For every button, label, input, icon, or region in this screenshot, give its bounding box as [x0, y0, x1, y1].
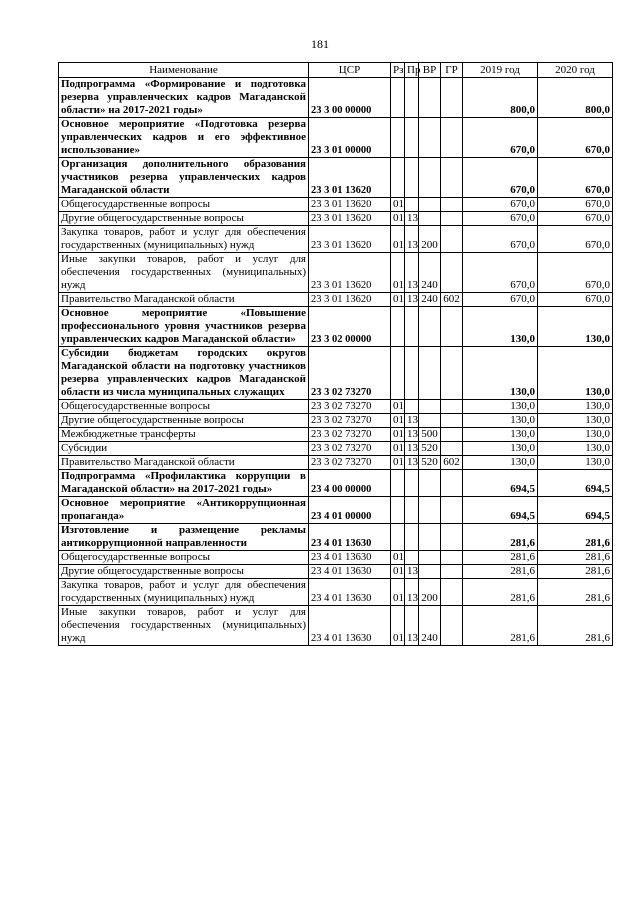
row-2019-cell: 281,6	[463, 551, 538, 565]
table-row	[59, 307, 613, 347]
row-2019-cell: 694,5	[463, 497, 538, 524]
row-csr-cell: 23 4 01 13630	[309, 606, 391, 646]
table-row	[59, 497, 613, 524]
row-rz-cell: 01	[391, 606, 405, 646]
row-2019-cell: 281,6	[463, 565, 538, 579]
row-2019-cell: 130,0	[463, 400, 538, 414]
row-2019-cell: 670,0	[463, 118, 538, 158]
row-rz-cell: 01	[391, 442, 405, 456]
row-csr-cell: 23 3 02 73270	[309, 428, 391, 442]
row-name-cell: Иные закупки товаров, работ и услуг для обеспечения государственных (муниципальных) нужд	[59, 606, 309, 646]
row-rz-cell: 01	[391, 579, 405, 606]
row-name-cell: Субсидии бюджетам городских округов Магаданской области на подготовку участников резерва управленческих кадров Магаданской области из числа муниципальных служащих	[59, 347, 309, 400]
row-vr-cell	[419, 524, 441, 551]
row-gr-cell	[441, 118, 463, 158]
table-row	[59, 198, 613, 212]
table-row	[59, 524, 613, 551]
table-row	[59, 347, 613, 400]
row-pr-cell	[405, 524, 419, 551]
row-2019-cell: 130,0	[463, 428, 538, 442]
row-pr-cell: 13	[405, 442, 419, 456]
row-2019-cell: 130,0	[463, 442, 538, 456]
row-pr-cell: 13	[405, 606, 419, 646]
row-2020-cell: 800,0	[538, 78, 613, 118]
row-name-cell: Другие общегосударственные вопросы	[59, 414, 309, 428]
table-row	[59, 78, 613, 118]
row-gr-cell	[441, 400, 463, 414]
table-row	[59, 442, 613, 456]
row-2020-cell: 694,5	[538, 497, 613, 524]
row-2019-cell: 670,0	[463, 293, 538, 307]
row-csr-cell: 23 3 02 73270	[309, 400, 391, 414]
row-gr-cell	[441, 347, 463, 400]
row-gr-cell	[441, 551, 463, 565]
row-vr-cell	[419, 118, 441, 158]
row-rz-cell: 01	[391, 198, 405, 212]
row-pr-cell: 13	[405, 456, 419, 470]
row-name-cell: Общегосударственные вопросы	[59, 198, 309, 212]
table-row	[59, 212, 613, 226]
row-gr-cell	[441, 497, 463, 524]
row-vr-cell	[419, 347, 441, 400]
row-2019-cell: 670,0	[463, 198, 538, 212]
row-rz-cell	[391, 118, 405, 158]
row-2020-cell: 670,0	[538, 226, 613, 253]
row-csr-cell: 23 3 02 73270	[309, 347, 391, 400]
row-gr-cell: 602	[441, 456, 463, 470]
row-name-cell: Подпрограмма «Формирование и подготовка резерва управленческих кадров Магаданской области» на 2017-2021 годы»	[59, 78, 309, 118]
row-vr-cell: 200	[419, 579, 441, 606]
table-row	[59, 606, 613, 646]
row-vr-cell	[419, 497, 441, 524]
row-2020-cell: 670,0	[538, 253, 613, 293]
row-2020-cell: 670,0	[538, 212, 613, 226]
table-row	[59, 579, 613, 606]
row-vr-cell	[419, 565, 441, 579]
row-rz-cell	[391, 470, 405, 497]
header-row	[59, 63, 613, 78]
row-pr-cell	[405, 551, 419, 565]
row-rz-cell: 01	[391, 456, 405, 470]
row-vr-cell: 200	[419, 226, 441, 253]
row-vr-cell: 240	[419, 253, 441, 293]
table-row	[59, 470, 613, 497]
row-pr-cell: 13	[405, 212, 419, 226]
row-2019-cell: 670,0	[463, 158, 538, 198]
row-pr-cell	[405, 400, 419, 414]
row-pr-cell	[405, 307, 419, 347]
row-2020-cell: 130,0	[538, 442, 613, 456]
row-pr-cell	[405, 347, 419, 400]
row-vr-cell	[419, 198, 441, 212]
row-name-cell: Подпрограмма «Профилактика коррупции в Магаданской области» на 2017-2021 годы»	[59, 470, 309, 497]
row-csr-cell: 23 4 01 13630	[309, 565, 391, 579]
row-vr-cell: 240	[419, 293, 441, 307]
row-2020-cell: 281,6	[538, 524, 613, 551]
row-name-cell: Другие общегосударственные вопросы	[59, 212, 309, 226]
row-name-cell: Организация дополнительного образования участников резерва управленческих кадров Магаданской области	[59, 158, 309, 198]
row-gr-cell	[441, 78, 463, 118]
row-2020-cell: 130,0	[538, 456, 613, 470]
row-2019-cell: 800,0	[463, 78, 538, 118]
row-rz-cell: 01	[391, 293, 405, 307]
row-name-cell: Межбюджетные трансферты	[59, 428, 309, 442]
row-2019-cell: 130,0	[463, 456, 538, 470]
row-csr-cell: 23 3 01 13620	[309, 293, 391, 307]
row-2019-cell: 670,0	[463, 226, 538, 253]
row-vr-cell: 240	[419, 606, 441, 646]
row-gr-cell	[441, 470, 463, 497]
table-row	[59, 565, 613, 579]
row-name-cell: Общегосударственные вопросы	[59, 551, 309, 565]
row-csr-cell: 23 3 01 13620	[309, 253, 391, 293]
row-pr-cell: 13	[405, 579, 419, 606]
header-vr: ВР	[419, 63, 441, 78]
table-row	[59, 414, 613, 428]
row-csr-cell: 23 3 01 00000	[309, 118, 391, 158]
row-name-cell: Иные закупки товаров, работ и услуг для обеспечения государственных (муниципальных) нужд	[59, 253, 309, 293]
row-pr-cell: 13	[405, 428, 419, 442]
row-vr-cell	[419, 78, 441, 118]
row-name-cell: Общегосударственные вопросы	[59, 400, 309, 414]
row-csr-cell: 23 4 01 13630	[309, 524, 391, 551]
row-rz-cell: 01	[391, 400, 405, 414]
row-2019-cell: 130,0	[463, 414, 538, 428]
header-2020: 2020 год	[538, 63, 613, 78]
row-gr-cell	[441, 414, 463, 428]
row-vr-cell	[419, 414, 441, 428]
table-row	[59, 551, 613, 565]
row-2020-cell: 130,0	[538, 414, 613, 428]
header-gr: ГР	[441, 63, 463, 78]
row-rz-cell: 01	[391, 551, 405, 565]
row-2019-cell: 130,0	[463, 347, 538, 400]
row-2020-cell: 281,6	[538, 606, 613, 646]
row-2020-cell: 670,0	[538, 293, 613, 307]
row-csr-cell: 23 3 01 13620	[309, 158, 391, 198]
row-rz-cell	[391, 78, 405, 118]
row-name-cell: Основное мероприятие «Подготовка резерва управленческих кадров и его эффективное использование»	[59, 118, 309, 158]
header-pr: Пр	[405, 63, 419, 78]
row-gr-cell	[441, 524, 463, 551]
row-gr-cell	[441, 158, 463, 198]
header-name: Наименование	[59, 63, 309, 78]
row-rz-cell	[391, 347, 405, 400]
row-csr-cell: 23 3 01 13620	[309, 226, 391, 253]
row-name-cell: Субсидии	[59, 442, 309, 456]
row-2020-cell: 670,0	[538, 198, 613, 212]
row-rz-cell: 01	[391, 226, 405, 253]
row-name-cell: Основное мероприятие «Повышение профессионального уровня участников резерва управленческих кадров Магаданской области»	[59, 307, 309, 347]
row-csr-cell: 23 4 01 13630	[309, 579, 391, 606]
row-rz-cell	[391, 524, 405, 551]
table-row	[59, 158, 613, 198]
row-rz-cell: 01	[391, 565, 405, 579]
row-pr-cell: 13	[405, 226, 419, 253]
row-2020-cell: 694,5	[538, 470, 613, 497]
row-name-cell: Правительство Магаданской области	[59, 456, 309, 470]
row-vr-cell	[419, 551, 441, 565]
row-vr-cell	[419, 212, 441, 226]
budget-table	[58, 62, 613, 646]
row-pr-cell: 13	[405, 565, 419, 579]
row-csr-cell: 23 3 02 73270	[309, 442, 391, 456]
row-gr-cell	[441, 565, 463, 579]
row-2019-cell: 670,0	[463, 253, 538, 293]
header-csr: ЦСР	[309, 63, 391, 78]
row-name-cell: Закупка товаров, работ и услуг для обеспечения государственных (муниципальных) нужд	[59, 226, 309, 253]
row-csr-cell: 23 4 01 13630	[309, 551, 391, 565]
row-gr-cell	[441, 428, 463, 442]
table-row	[59, 456, 613, 470]
row-2020-cell: 670,0	[538, 118, 613, 158]
row-csr-cell: 23 4 00 00000	[309, 470, 391, 497]
row-csr-cell: 23 3 01 13620	[309, 212, 391, 226]
row-2019-cell: 130,0	[463, 307, 538, 347]
row-pr-cell: 13	[405, 293, 419, 307]
row-gr-cell	[441, 212, 463, 226]
row-pr-cell	[405, 158, 419, 198]
header-2019: 2019 год	[463, 63, 538, 78]
row-rz-cell: 01	[391, 212, 405, 226]
header-rz: Рз	[391, 63, 405, 78]
row-rz-cell	[391, 307, 405, 347]
row-pr-cell	[405, 78, 419, 118]
row-gr-cell	[441, 579, 463, 606]
row-vr-cell	[419, 470, 441, 497]
row-gr-cell	[441, 198, 463, 212]
row-csr-cell: 23 3 02 73270	[309, 456, 391, 470]
row-pr-cell: 13	[405, 414, 419, 428]
row-rz-cell: 01	[391, 253, 405, 293]
row-rz-cell	[391, 158, 405, 198]
row-2020-cell: 670,0	[538, 158, 613, 198]
row-vr-cell: 500	[419, 428, 441, 442]
row-2020-cell: 281,6	[538, 551, 613, 565]
row-gr-cell: 602	[441, 293, 463, 307]
row-pr-cell	[405, 198, 419, 212]
row-2020-cell: 281,6	[538, 579, 613, 606]
row-csr-cell: 23 3 02 73270	[309, 414, 391, 428]
row-name-cell: Основное мероприятие «Антикоррупционная пропаганда»	[59, 497, 309, 524]
table-row	[59, 253, 613, 293]
table-row	[59, 400, 613, 414]
row-vr-cell	[419, 307, 441, 347]
row-2020-cell: 130,0	[538, 347, 613, 400]
row-vr-cell: 520	[419, 456, 441, 470]
row-name-cell: Закупка товаров, работ и услуг для обеспечения государственных (муниципальных) нужд	[59, 579, 309, 606]
row-2019-cell: 281,6	[463, 579, 538, 606]
row-pr-cell	[405, 497, 419, 524]
row-vr-cell: 520	[419, 442, 441, 456]
row-csr-cell: 23 3 01 13620	[309, 198, 391, 212]
row-gr-cell	[441, 253, 463, 293]
row-gr-cell	[441, 606, 463, 646]
row-gr-cell	[441, 442, 463, 456]
table-row	[59, 293, 613, 307]
table-row	[59, 226, 613, 253]
page-number: 181	[311, 37, 329, 51]
row-pr-cell	[405, 118, 419, 158]
row-name-cell: Правительство Магаданской области	[59, 293, 309, 307]
row-2020-cell: 130,0	[538, 428, 613, 442]
row-pr-cell: 13	[405, 253, 419, 293]
row-gr-cell	[441, 226, 463, 253]
row-csr-cell: 23 3 02 00000	[309, 307, 391, 347]
row-2020-cell: 281,6	[538, 565, 613, 579]
row-rz-cell: 01	[391, 414, 405, 428]
table-row	[59, 428, 613, 442]
row-gr-cell	[441, 307, 463, 347]
row-name-cell: Другие общегосударственные вопросы	[59, 565, 309, 579]
row-rz-cell: 01	[391, 428, 405, 442]
table-row	[59, 118, 613, 158]
row-2020-cell: 130,0	[538, 307, 613, 347]
row-csr-cell: 23 4 01 00000	[309, 497, 391, 524]
row-vr-cell	[419, 158, 441, 198]
row-2019-cell: 281,6	[463, 524, 538, 551]
row-name-cell: Изготовление и размещение рекламы антикоррупционной направленности	[59, 524, 309, 551]
row-rz-cell	[391, 497, 405, 524]
row-2019-cell: 694,5	[463, 470, 538, 497]
row-2019-cell: 281,6	[463, 606, 538, 646]
row-vr-cell	[419, 400, 441, 414]
row-2020-cell: 130,0	[538, 400, 613, 414]
row-2019-cell: 670,0	[463, 212, 538, 226]
row-csr-cell: 23 3 00 00000	[309, 78, 391, 118]
row-pr-cell	[405, 470, 419, 497]
